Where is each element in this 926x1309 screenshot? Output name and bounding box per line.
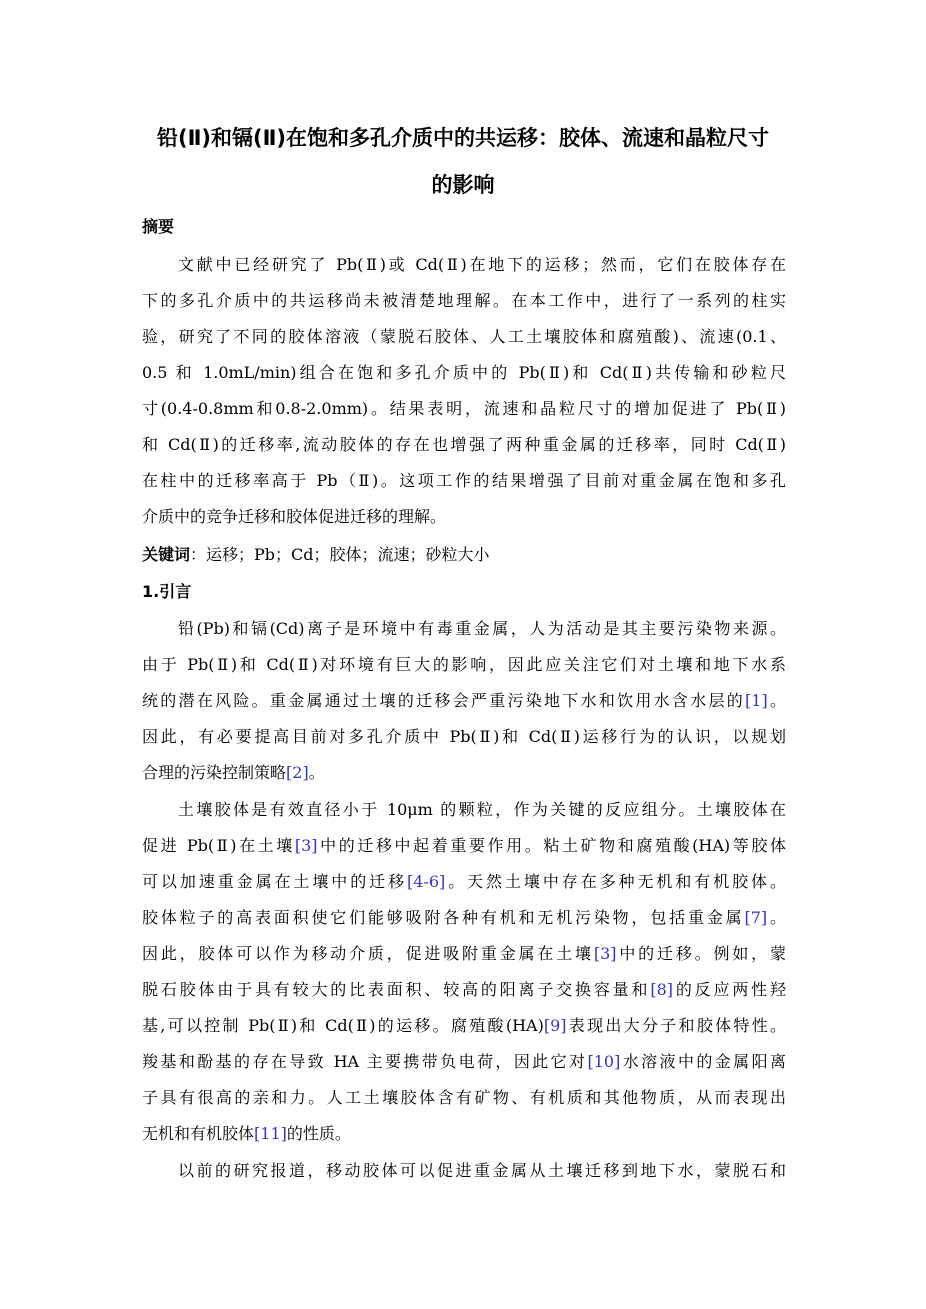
intro-p2-line: [142, 942, 786, 966]
line-text: 水溶液中的金属阳离: [620, 1052, 786, 1071]
line-text: 中的迁移中起着重要作用。粘土矿物和腐殖酸(HA)等胶体: [317, 836, 786, 855]
line-text: 。: [767, 908, 786, 927]
line-text: 的性质。: [286, 1124, 351, 1143]
keywords-text: ：运移；Pb；Cd；胶体；流速；砂粒大小: [190, 545, 490, 564]
citation-link[interactable]: [10]: [587, 1052, 621, 1071]
line-text: 合理的污染控制策略: [142, 763, 287, 782]
abstract-line: 文献中已经研究了 Pb(Ⅱ)或 Cd(Ⅱ)在地下的运移；然而，它们在胶体存在: [178, 255, 786, 274]
intro-p2-line: 土壤胶体是有效直径小于 10μm 的颗粒，作为关键的反应组分。土壤胶体在: [178, 800, 786, 819]
paper-title-line-1: 铅(Ⅱ)和镉(Ⅱ)在饱和多孔介质中的共运移：胶体、流速和晶粒尺寸: [156, 126, 770, 150]
abstract-line: 和 Cd(Ⅱ)的迁移率,流动胶体的存在也增强了两种重金属的迁移率，同时 Cd(Ⅱ): [142, 435, 786, 454]
line-text: 统的潜在风险。重金属通过土壤的迁移会严重污染地下水和饮用水含水层的: [142, 691, 746, 710]
line-text: 。: [308, 763, 325, 782]
line-text: 可以加速重金属在土壤中的迁移: [142, 872, 408, 891]
line-text: 脱石胶体由于具有较大的比表面积、较高的阳离子交换容量和: [142, 980, 651, 999]
line-text: 基,可以控制 Pb(Ⅱ)和 Cd(Ⅱ)的运移。腐殖酸(HA): [142, 1016, 544, 1035]
intro-p1-line: 因此，有必要提高目前对多孔介质中 Pb(Ⅱ)和 Cd(Ⅱ)运移行为的认识，以规划: [142, 727, 786, 746]
keywords-line: [142, 543, 786, 567]
intro-p2-line: [142, 1122, 786, 1146]
intro-p2-line: [142, 1014, 786, 1038]
abstract-heading: 摘要: [142, 217, 175, 236]
citation-link[interactable]: [4-6]: [407, 872, 446, 891]
abstract-line: 验，研究了不同的胶体溶液（蒙脱石胶体、人工土壤胶体和腐殖酸)、流速(0.1、: [142, 327, 786, 346]
line-text: 促进 Pb(Ⅱ)在土壤: [142, 836, 295, 855]
citation-link[interactable]: [3]: [294, 836, 318, 855]
citation-link[interactable]: [9]: [543, 1016, 567, 1035]
intro-p1-line: 由于 Pb(Ⅱ)和 Cd(Ⅱ)对环境有巨大的影响，因此应关注它们对土壤和地下水系: [142, 655, 786, 674]
keywords-label: 关键词: [142, 545, 191, 564]
abstract-line: 0.5 和 1.0mL/min)组合在饱和多孔介质中的 Pb(Ⅱ)和 Cd(Ⅱ)共传输和砂粒尺: [142, 363, 786, 382]
line-text: 的反应两性羟: [673, 980, 786, 999]
paper-title-line-2: 的影响: [431, 173, 495, 197]
line-text: 羧基和酚基的存在导致 HA 主要携带负电荷，因此它对: [142, 1052, 588, 1071]
abstract-line: 下的多孔介质中的共运移尚未被清楚地理解。在本工作中，进行了一系列的柱实: [142, 291, 786, 310]
abstract-line: 介质中的竞争迁移和胶体促进迁移的理解。: [142, 507, 447, 526]
line-text: 中的迁移。例如，蒙: [616, 944, 786, 963]
line-text: 胶体粒子的高表面积使它们能够吸附各种有机和无机污染物，包括重金属: [142, 908, 745, 927]
intro-heading: 1.引言: [142, 582, 192, 601]
intro-p1-line: 铅(Pb)和镉(Cd)离子是环境中有毒重金属，人为活动是其主要污染物来源。: [178, 619, 786, 638]
intro-p1-line: [142, 689, 786, 713]
line-text: 无机和有机胶体: [142, 1124, 255, 1143]
abstract-line: 在柱中的迁移率高于 Pb（Ⅱ)。这项工作的结果增强了目前对重金属在饱和多孔: [142, 471, 786, 490]
citation-link[interactable]: [3]: [593, 944, 617, 963]
line-text: 表现出大分子和胶体特性。: [566, 1016, 786, 1035]
intro-p2-line: [142, 1050, 786, 1074]
citation-link[interactable]: [7]: [744, 908, 768, 927]
intro-p2-line: [142, 906, 786, 930]
line-text: 因此，胶体可以作为移动介质，促进吸附重金属在土壤: [142, 944, 594, 963]
intro-p2-line: 子具有很高的亲和力。人工土壤胶体含有矿物、有机质和其他物质，从而表现出: [142, 1088, 786, 1107]
citation-link[interactable]: [2]: [286, 763, 309, 782]
intro-p1-line: [142, 761, 786, 785]
citation-link[interactable]: [8]: [650, 980, 674, 999]
citation-link[interactable]: [11]: [254, 1124, 287, 1143]
intro-p3-line: 以前的研究报道，移动胶体可以促进重金属从土壤迁移到地下水，蒙脱石和: [178, 1161, 786, 1180]
intro-p2-line: [142, 978, 786, 1002]
line-text: 。天然土壤中存在多种无机和有机胶体。: [445, 872, 786, 891]
intro-p2-line: [142, 834, 786, 858]
line-text: 。: [767, 691, 786, 710]
intro-p2-line: [142, 870, 786, 894]
citation-link[interactable]: [1]: [745, 691, 768, 710]
abstract-line: 寸(0.4-0.8mm和0.8-2.0mm)。结果表明，流速和晶粒尺寸的增加促进了 Pb(Ⅱ): [142, 399, 786, 418]
